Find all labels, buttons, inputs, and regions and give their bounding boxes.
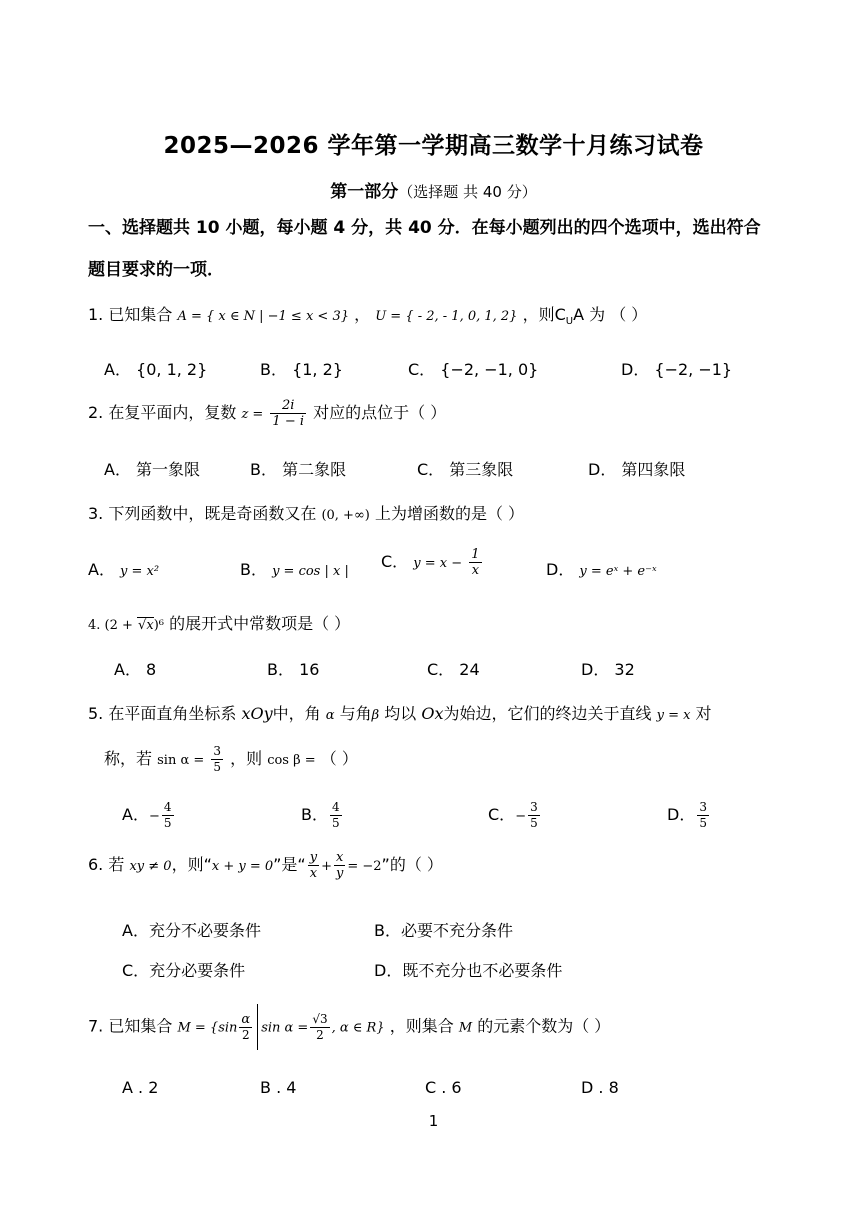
q7-half-angle-fraction: $\frac{\alpha}{2}$ <box>241 1011 251 1042</box>
q2-option-d[interactable]: D． 第四象限 <box>588 460 686 479</box>
question-4 <box>88 611 350 634</box>
q4-sqrt: √x <box>138 618 154 633</box>
q7-root-fraction: $\frac{√3}{2}$ <box>312 1011 328 1042</box>
q2-option-a[interactable]: A． 第一象限 <box>104 460 201 479</box>
q4-expr-pre: 4. (2 + <box>88 618 138 633</box>
q3-interval: (0, +∞) <box>321 508 370 523</box>
q1-stem-post: ，则C <box>522 305 566 324</box>
section-line-2: 题目要求的一项． <box>88 260 224 280</box>
q6-option-a[interactable]: A．充分不必要条件 <box>122 921 261 940</box>
q6-option-c[interactable]: C．充分必要条件 <box>122 961 246 980</box>
q6-option-d[interactable]: D．既不充分也不必要条件 <box>374 961 563 980</box>
q1-option-d[interactable]: D． {−2, −1} <box>621 360 733 379</box>
q4-option-d[interactable]: D． 32 <box>581 660 635 679</box>
q3-stem-post: 上为增函数的是（ ） <box>374 504 525 523</box>
question-5: 5. 在平面直角坐标系 xOy中，角 α 与角β 均以 Ox为始边，它们的终边关于直线 y = x 对 <box>88 704 712 723</box>
q3-option-c[interactable]: C． y = x − $\frac{1}{x}$ <box>381 547 480 578</box>
q2-stem: 2. 在复平面内，复数 <box>88 403 237 422</box>
question-5-line-2: 称，若 sin α = $\frac{3}{5}$ ，则 cos β = （ ） <box>104 744 358 774</box>
q1-option-c[interactable]: C． {−2, −1, 0} <box>408 360 539 379</box>
q3-option-b[interactable]: B． y = cos | x | <box>240 560 349 579</box>
q1-option-b[interactable]: B． {1, 2} <box>260 360 343 379</box>
q6-fraction-1: $\frac{y}{x}$ <box>309 850 318 881</box>
q1-stem: 1. 已知集合 <box>88 305 173 324</box>
page-number: 1 <box>428 1112 439 1130</box>
question-2 <box>88 398 446 429</box>
q2-option-b[interactable]: B． 第二象限 <box>250 460 347 479</box>
q7-option-d[interactable]: D . 8 <box>581 1078 619 1097</box>
question-3 <box>88 501 524 524</box>
q4-option-c[interactable]: C． 24 <box>427 660 480 679</box>
q3-option-d[interactable]: D． y = eˣ + e⁻ˣ <box>546 560 657 579</box>
q5-option-a[interactable]: A．− $\frac{4}{5}$ <box>122 800 172 830</box>
q1-set-u: U = { - 2, - 1, 0, 1, 2} <box>375 309 518 324</box>
q4-option-a[interactable]: A． 8 <box>114 660 157 679</box>
q1-option-a[interactable]: A． {0, 1, 2} <box>104 360 208 379</box>
q2-option-c[interactable]: C． 第三象限 <box>417 460 514 479</box>
q1-subscript: U <box>565 316 574 328</box>
q3-option-a[interactable]: A． y = x² <box>88 560 160 579</box>
part-label: 第一部分 <box>330 182 399 202</box>
q5-sin-fraction: $\frac{3}{5}$ <box>213 744 221 774</box>
section-instructions <box>88 207 788 291</box>
q2-lhs: z = <box>241 407 264 422</box>
q2-stem-post: 对应的点位于（ ） <box>313 403 447 422</box>
exam-title: 2025—2026 学年第一学期高三数学十月练习试卷 <box>163 133 704 159</box>
q7-option-c[interactable]: C . 6 <box>425 1078 462 1097</box>
q2-fraction: $\frac{2i}{1 - i}$ <box>272 398 305 429</box>
q7-option-b[interactable]: B . 4 <box>260 1078 297 1097</box>
question-7: 7. 已知集合 M = {sin $\frac{\alpha}{2}$ sin α = $\frac{√3}{2}$ , α ∈ R} ，则集合 M 的元素个数为（ ） <box>88 1004 610 1050</box>
part-heading <box>0 177 867 202</box>
q3-c-fraction: $\frac{1}{x}$ <box>471 547 480 578</box>
q4-stem-post: 的展开式中常数项是（ ） <box>169 614 351 633</box>
q7-option-a[interactable]: A . 2 <box>122 1078 159 1097</box>
q5-option-b[interactable]: B． $\frac{4}{5}$ <box>301 800 340 830</box>
q6-option-b[interactable]: B．必要不充分条件 <box>374 921 513 940</box>
q4-expr-post: )⁶ <box>153 618 164 633</box>
part-note: （选择题 共 40 分） <box>398 183 537 201</box>
question-6: 6. 若 xy ≠ 0，则“x + y = 0”是“ $\frac{y}{x}$ + $\frac{x}{y}$ = −2”的（ ） <box>88 850 443 881</box>
q1-set-a: A = { x ∈ N | −1 ≤ x < 3} <box>177 309 349 324</box>
q3-stem: 3. 下列函数中，既是奇函数又在 <box>88 504 317 523</box>
question-1: 1. 已知集合 A = { x ∈ N | −1 ≤ x < 3} ， U = { - 2, - 1, 0, 1, 2} ，则$C_UA$ 为 （ ） <box>88 305 648 328</box>
q5-option-c[interactable]: C．− $\frac{3}{5}$ <box>488 800 538 830</box>
q5-option-d[interactable]: D． $\frac{3}{5}$ <box>667 800 707 830</box>
q1-stem-end: A 为 （ ） <box>573 305 648 324</box>
section-line-1: 一、选择题共 10 小题，每小题 4 分，共 40 分．在每小题列出的四个选项中，选出符合 <box>88 218 761 238</box>
q7-set-divider <box>257 1004 258 1050</box>
q4-option-b[interactable]: B． 16 <box>267 660 320 679</box>
q6-fraction-2: $\frac{x}{y}$ <box>335 850 344 881</box>
